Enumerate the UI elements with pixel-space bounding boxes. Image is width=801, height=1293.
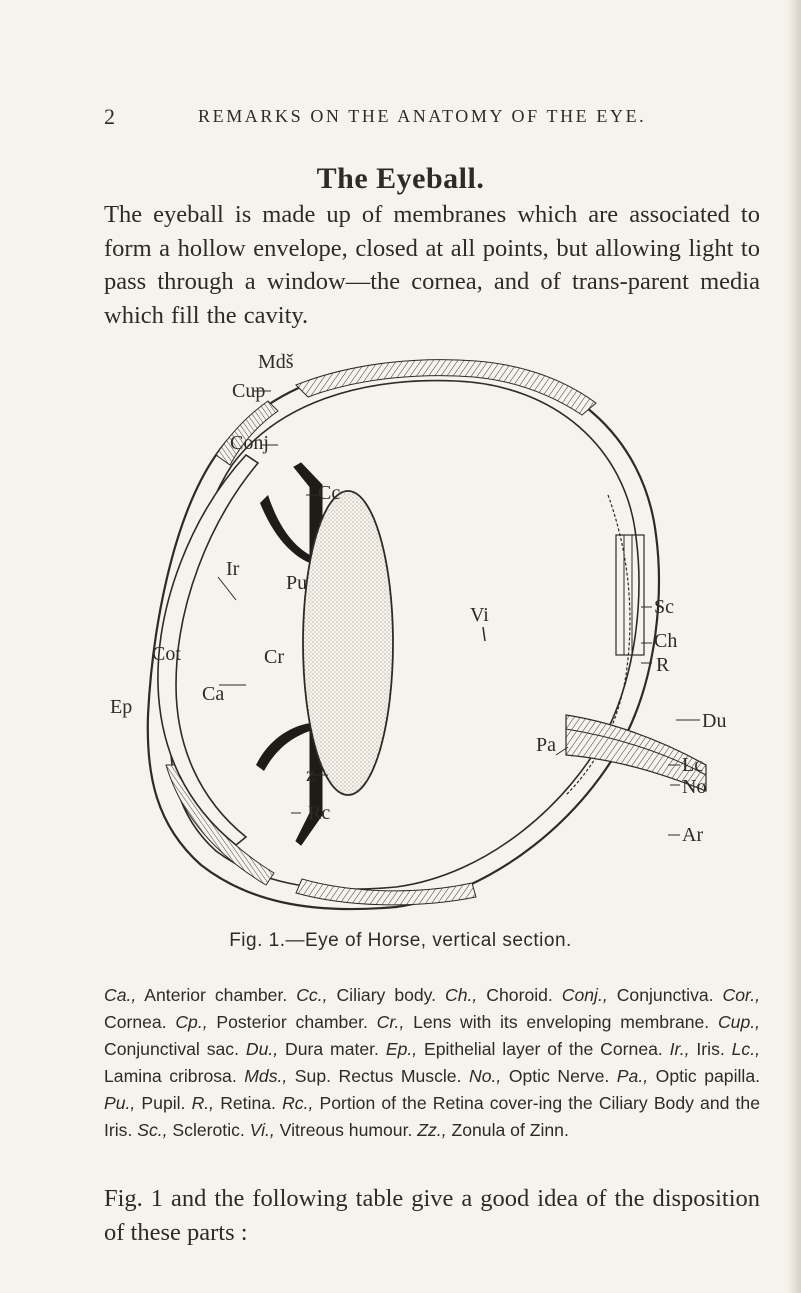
- label-ir: Ir: [226, 558, 240, 580]
- legend-abbr: Cor.,: [722, 985, 761, 1005]
- legend-abbr: Pa.,: [616, 1066, 649, 1086]
- label-r: R: [656, 654, 670, 676]
- legend-abbr: Du.,: [245, 1039, 279, 1059]
- legend-abbr: Pu.,: [104, 1093, 136, 1113]
- label-cc: Cc: [318, 482, 341, 504]
- lens: [303, 491, 393, 795]
- label-cot: Cot: [152, 643, 181, 665]
- iris-upper: [260, 495, 310, 563]
- legend-text: Retina.: [214, 1093, 283, 1113]
- running-title: REMARKS ON THE ANATOMY OF THE EYE.: [198, 106, 647, 126]
- label-rc: Rc: [308, 802, 331, 824]
- legend-abbr: Cp.,: [175, 1012, 208, 1032]
- label-no: No: [682, 776, 707, 798]
- legend-text: Vitreous humour.: [274, 1120, 418, 1140]
- label-ch: Ch: [654, 630, 678, 652]
- label-vi: Vi: [470, 604, 489, 626]
- legend-text: Pupil.: [135, 1093, 192, 1113]
- running-head: [0, 104, 801, 134]
- intro-paragraph: The eyeball is made up of membranes which are associated to form a hollow envelope, closed at all points, but allowing light to pass through a window—the cornea, and of trans-parent media which fill the cavity.: [104, 201, 760, 329]
- legend-text: Sup. Rectus Muscle.: [287, 1066, 469, 1086]
- label-sc: Sc: [654, 596, 674, 618]
- label-cup: Cup: [232, 380, 266, 402]
- legend-text: Portion of the Retina cover-ing the Ciliary Body and the Iris.: [104, 1093, 760, 1140]
- label-ep: Ep: [110, 696, 133, 718]
- legend-abbr: Mds.,: [244, 1066, 288, 1086]
- section-title: The Eyeball.: [316, 162, 485, 195]
- legend-abbr: Ir.,: [669, 1039, 690, 1059]
- legend-text: Conjunctival sac.: [104, 1039, 246, 1059]
- legend-abbr: Cup.,: [717, 1012, 761, 1032]
- label-ca: Ca: [202, 683, 225, 705]
- legend-abbr: Lc.,: [731, 1039, 760, 1059]
- legend-text: Lens with its enveloping membrane.: [404, 1012, 718, 1032]
- legend-abbr: Cr.,: [376, 1012, 405, 1032]
- legend-text: Epithelial layer of the Cornea.: [417, 1039, 670, 1059]
- legend-abbr: Zz.,: [417, 1120, 447, 1140]
- label-ar: Ar: [682, 824, 704, 846]
- legend-abbr: No.,: [469, 1066, 502, 1086]
- label-lc: Lc: [682, 754, 704, 776]
- eye-diagram-svg: [96, 345, 746, 925]
- sclera-bottom-band: [296, 879, 476, 905]
- label-du: Du: [702, 710, 727, 732]
- legend-abbr: Ca.,: [104, 985, 137, 1005]
- legend-abbr: Sc.,: [137, 1120, 168, 1140]
- label-pu: Pu: [286, 572, 308, 594]
- eye-diagram: [96, 345, 746, 925]
- legend-abbr: Ep.,: [385, 1039, 418, 1059]
- iris-lower: [256, 723, 310, 771]
- legend-abbr: Ch.,: [445, 985, 478, 1005]
- legend-abbr: Conj.,: [561, 985, 608, 1005]
- label-pa: Pa: [536, 734, 556, 756]
- label-conj: Conj: [230, 432, 269, 454]
- legend-text: Zonula of Zinn.: [446, 1120, 569, 1140]
- legend-text: Cornea.: [104, 1012, 176, 1032]
- legend-abbr: Rc.,: [282, 1093, 314, 1113]
- legend-text: Optic papilla.: [648, 1066, 760, 1086]
- figure-legend: [104, 982, 760, 1144]
- legend-text: Conjunctiva.: [607, 985, 723, 1005]
- legend-text: Lamina cribrosa.: [104, 1066, 245, 1086]
- legend-text: Iris.: [689, 1039, 732, 1059]
- legend-text: Optic Nerve.: [501, 1066, 617, 1086]
- legend-abbr: Cc.,: [296, 985, 328, 1005]
- legend-text: Dura mater.: [278, 1039, 386, 1059]
- legend-text: Posterior chamber.: [207, 1012, 377, 1032]
- page-number: 2: [104, 104, 116, 129]
- retina-layers: [616, 535, 644, 655]
- legend-text: Choroid.: [477, 985, 562, 1005]
- label-mds: Mdš: [258, 351, 294, 373]
- legend-text: Anterior chamber.: [136, 985, 297, 1005]
- legend-abbr: Vi.,: [249, 1120, 275, 1140]
- outro-paragraph: Fig. 1 and the following table give a good idea of the disposition of these parts :: [104, 1185, 760, 1246]
- label-cr: Cr: [264, 646, 284, 668]
- legend-abbr: R.,: [191, 1093, 215, 1113]
- legend-text: Sclerotic.: [167, 1120, 250, 1140]
- label-zz: z: [306, 764, 315, 786]
- figure-caption: Fig. 1.—Eye of Horse, vertical section.: [229, 930, 572, 951]
- legend-text: Ciliary body.: [327, 985, 446, 1005]
